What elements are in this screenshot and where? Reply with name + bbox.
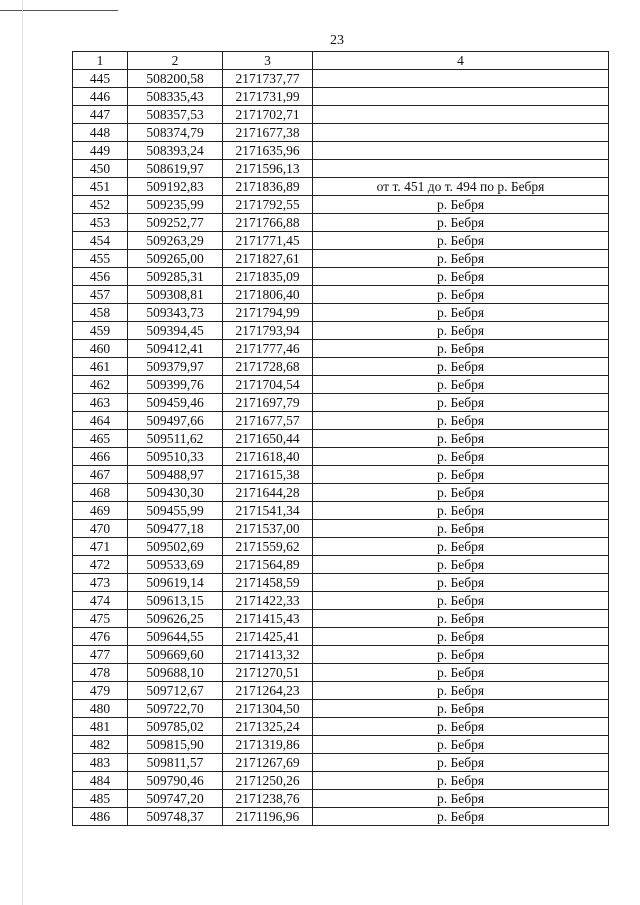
cell-x-coordinate: 509722,70 [128, 700, 223, 718]
table-row [73, 214, 609, 232]
cell-description: р. Бебря [313, 700, 609, 718]
cell-x-coordinate: 509477,18 [128, 520, 223, 538]
cell-x-coordinate: 508374,79 [128, 124, 223, 142]
cell-x-coordinate: 509785,02 [128, 718, 223, 736]
cell-description: р. Бебря [313, 304, 609, 322]
cell-point-number: 482 [73, 736, 128, 754]
cell-description: р. Бебря [313, 736, 609, 754]
cell-description: р. Бебря [313, 754, 609, 772]
cell-description [313, 88, 609, 106]
cell-point-number: 483 [73, 754, 128, 772]
cell-y-coordinate: 2171704,54 [223, 376, 313, 394]
cell-description: р. Бебря [313, 376, 609, 394]
table-row [73, 196, 609, 214]
table-row [73, 646, 609, 664]
cell-y-coordinate: 2171728,68 [223, 358, 313, 376]
cell-point-number: 467 [73, 466, 128, 484]
page-number: 23 [330, 33, 344, 48]
cell-point-number: 461 [73, 358, 128, 376]
cell-x-coordinate: 509394,45 [128, 322, 223, 340]
cell-x-coordinate: 509811,57 [128, 754, 223, 772]
cell-point-number: 481 [73, 718, 128, 736]
cell-y-coordinate: 2171737,77 [223, 70, 313, 88]
table-row [73, 682, 609, 700]
cell-description [313, 70, 609, 88]
table-row [73, 754, 609, 772]
cell-description: р. Бебря [313, 538, 609, 556]
cell-x-coordinate: 509790,46 [128, 772, 223, 790]
table-row [73, 610, 609, 628]
cell-point-number: 469 [73, 502, 128, 520]
cell-x-coordinate: 509192,83 [128, 178, 223, 196]
cell-y-coordinate: 2171806,40 [223, 286, 313, 304]
cell-point-number: 456 [73, 268, 128, 286]
table-row [73, 232, 609, 250]
cell-description: р. Бебря [313, 340, 609, 358]
table-row [73, 88, 609, 106]
cell-description: р. Бебря [313, 466, 609, 484]
table-row [73, 700, 609, 718]
cell-x-coordinate: 509488,97 [128, 466, 223, 484]
cell-x-coordinate: 509613,15 [128, 592, 223, 610]
table-row [73, 178, 609, 196]
cell-y-coordinate: 2171559,62 [223, 538, 313, 556]
cell-y-coordinate: 2171196,96 [223, 808, 313, 826]
cell-x-coordinate: 509533,69 [128, 556, 223, 574]
cell-x-coordinate: 509285,31 [128, 268, 223, 286]
table-row [73, 736, 609, 754]
cell-description: р. Бебря [313, 628, 609, 646]
cell-y-coordinate: 2171250,26 [223, 772, 313, 790]
cell-y-coordinate: 2171766,88 [223, 214, 313, 232]
cell-x-coordinate: 508393,24 [128, 142, 223, 160]
cell-description: р. Бебря [313, 772, 609, 790]
table-row [73, 250, 609, 268]
cell-x-coordinate: 509626,25 [128, 610, 223, 628]
cell-x-coordinate: 509747,20 [128, 790, 223, 808]
cell-x-coordinate: 509430,30 [128, 484, 223, 502]
table-row [73, 520, 609, 538]
cell-x-coordinate: 509235,99 [128, 196, 223, 214]
table-row [73, 160, 609, 178]
cell-y-coordinate: 2171836,89 [223, 178, 313, 196]
cell-y-coordinate: 2171270,51 [223, 664, 313, 682]
cell-point-number: 459 [73, 322, 128, 340]
cell-point-number: 448 [73, 124, 128, 142]
cell-point-number: 447 [73, 106, 128, 124]
cell-y-coordinate: 2171325,24 [223, 718, 313, 736]
scan-binding-shadow [22, 0, 23, 905]
cell-point-number: 478 [73, 664, 128, 682]
cell-description: р. Бебря [313, 394, 609, 412]
table-row [73, 538, 609, 556]
cell-point-number: 477 [73, 646, 128, 664]
cell-description: р. Бебря [313, 592, 609, 610]
cell-x-coordinate: 509688,10 [128, 664, 223, 682]
column-header-description: 4 [313, 52, 609, 70]
cell-point-number: 464 [73, 412, 128, 430]
cell-point-number: 484 [73, 772, 128, 790]
table-row [73, 502, 609, 520]
cell-point-number: 458 [73, 304, 128, 322]
cell-description: р. Бебря [313, 610, 609, 628]
table-row [73, 808, 609, 826]
cell-x-coordinate: 509412,41 [128, 340, 223, 358]
cell-point-number: 446 [73, 88, 128, 106]
cell-y-coordinate: 2171835,09 [223, 268, 313, 286]
cell-point-number: 486 [73, 808, 128, 826]
cell-y-coordinate: 2171537,00 [223, 520, 313, 538]
cell-x-coordinate: 508357,53 [128, 106, 223, 124]
cell-point-number: 468 [73, 484, 128, 502]
table-row [73, 556, 609, 574]
cell-y-coordinate: 2171238,76 [223, 790, 313, 808]
cell-x-coordinate: 509459,46 [128, 394, 223, 412]
cell-x-coordinate: 509379,97 [128, 358, 223, 376]
cell-point-number: 449 [73, 142, 128, 160]
cell-x-coordinate: 509308,81 [128, 286, 223, 304]
cell-point-number: 451 [73, 178, 128, 196]
cell-description: р. Бебря [313, 718, 609, 736]
cell-point-number: 476 [73, 628, 128, 646]
cell-y-coordinate: 2171618,40 [223, 448, 313, 466]
cell-description [313, 124, 609, 142]
cell-description [313, 106, 609, 124]
cell-point-number: 450 [73, 160, 128, 178]
table-row [73, 718, 609, 736]
cell-y-coordinate: 2171422,33 [223, 592, 313, 610]
table-row [73, 304, 609, 322]
cell-description: р. Бебря [313, 502, 609, 520]
cell-point-number: 470 [73, 520, 128, 538]
cell-description: р. Бебря [313, 808, 609, 826]
table-row [73, 394, 609, 412]
cell-point-number: 463 [73, 394, 128, 412]
cell-point-number: 457 [73, 286, 128, 304]
cell-point-number: 485 [73, 790, 128, 808]
cell-point-number: 455 [73, 250, 128, 268]
cell-description: р. Бебря [313, 484, 609, 502]
cell-y-coordinate: 2171777,46 [223, 340, 313, 358]
cell-y-coordinate: 2171264,23 [223, 682, 313, 700]
cell-y-coordinate: 2171541,34 [223, 502, 313, 520]
table-row [73, 484, 609, 502]
cell-point-number: 466 [73, 448, 128, 466]
cell-description: р. Бебря [313, 520, 609, 538]
table-row [73, 268, 609, 286]
cell-y-coordinate: 2171793,94 [223, 322, 313, 340]
cell-x-coordinate: 509263,29 [128, 232, 223, 250]
table-row [73, 412, 609, 430]
cell-description [313, 142, 609, 160]
cell-description: р. Бебря [313, 322, 609, 340]
cell-y-coordinate: 2171792,55 [223, 196, 313, 214]
cell-y-coordinate: 2171635,96 [223, 142, 313, 160]
column-header-x: 2 [128, 52, 223, 70]
cell-y-coordinate: 2171615,38 [223, 466, 313, 484]
cell-y-coordinate: 2171415,43 [223, 610, 313, 628]
table-row [73, 142, 609, 160]
cell-description: р. Бебря [313, 682, 609, 700]
cell-description: р. Бебря [313, 574, 609, 592]
cell-y-coordinate: 2171319,86 [223, 736, 313, 754]
cell-point-number: 462 [73, 376, 128, 394]
cell-x-coordinate: 508200,58 [128, 70, 223, 88]
cell-description: р. Бебря [313, 664, 609, 682]
table-row [73, 376, 609, 394]
cell-point-number: 473 [73, 574, 128, 592]
cell-description: р. Бебря [313, 430, 609, 448]
table-row [73, 286, 609, 304]
cell-x-coordinate: 509399,76 [128, 376, 223, 394]
cell-description [313, 160, 609, 178]
cell-x-coordinate: 509497,66 [128, 412, 223, 430]
cell-description: р. Бебря [313, 250, 609, 268]
cell-point-number: 471 [73, 538, 128, 556]
cell-description: от т. 451 до т. 494 по р. Бебря [313, 178, 609, 196]
cell-x-coordinate: 508335,43 [128, 88, 223, 106]
table-row [73, 340, 609, 358]
table-row [73, 664, 609, 682]
scan-edge-mark [0, 10, 118, 11]
table-row [73, 106, 609, 124]
table-row [73, 430, 609, 448]
cell-x-coordinate: 509510,33 [128, 448, 223, 466]
cell-y-coordinate: 2171413,32 [223, 646, 313, 664]
cell-description: р. Бебря [313, 232, 609, 250]
cell-description: р. Бебря [313, 790, 609, 808]
cell-point-number: 480 [73, 700, 128, 718]
table-row [73, 574, 609, 592]
cell-point-number: 475 [73, 610, 128, 628]
table-row [73, 466, 609, 484]
cell-y-coordinate: 2171644,28 [223, 484, 313, 502]
cell-y-coordinate: 2171650,44 [223, 430, 313, 448]
table-row [73, 124, 609, 142]
cell-description: р. Бебря [313, 286, 609, 304]
cell-point-number: 454 [73, 232, 128, 250]
cell-description: р. Бебря [313, 268, 609, 286]
coordinates-table [72, 51, 609, 826]
cell-y-coordinate: 2171702,71 [223, 106, 313, 124]
cell-description: р. Бебря [313, 412, 609, 430]
table-row [73, 322, 609, 340]
cell-y-coordinate: 2171458,59 [223, 574, 313, 592]
cell-description: р. Бебря [313, 556, 609, 574]
table-row [73, 628, 609, 646]
cell-x-coordinate: 509502,69 [128, 538, 223, 556]
cell-point-number: 472 [73, 556, 128, 574]
cell-x-coordinate: 509343,73 [128, 304, 223, 322]
cell-y-coordinate: 2171564,89 [223, 556, 313, 574]
cell-description: р. Бебря [313, 214, 609, 232]
cell-y-coordinate: 2171731,99 [223, 88, 313, 106]
cell-x-coordinate: 509815,90 [128, 736, 223, 754]
cell-point-number: 452 [73, 196, 128, 214]
table-row [73, 790, 609, 808]
cell-description: р. Бебря [313, 646, 609, 664]
cell-description: р. Бебря [313, 358, 609, 376]
cell-point-number: 474 [73, 592, 128, 610]
cell-y-coordinate: 2171771,45 [223, 232, 313, 250]
cell-y-coordinate: 2171677,57 [223, 412, 313, 430]
cell-x-coordinate: 508619,97 [128, 160, 223, 178]
cell-x-coordinate: 509748,37 [128, 808, 223, 826]
cell-point-number: 445 [73, 70, 128, 88]
cell-description: р. Бебря [313, 196, 609, 214]
column-header-point-number: 1 [73, 52, 128, 70]
cell-x-coordinate: 509619,14 [128, 574, 223, 592]
cell-description: р. Бебря [313, 448, 609, 466]
cell-y-coordinate: 2171827,61 [223, 250, 313, 268]
cell-point-number: 453 [73, 214, 128, 232]
cell-x-coordinate: 509252,77 [128, 214, 223, 232]
cell-y-coordinate: 2171794,99 [223, 304, 313, 322]
cell-x-coordinate: 509455,99 [128, 502, 223, 520]
table-row [73, 592, 609, 610]
cell-y-coordinate: 2171596,13 [223, 160, 313, 178]
cell-x-coordinate: 509644,55 [128, 628, 223, 646]
table-row [73, 448, 609, 466]
cell-y-coordinate: 2171267,69 [223, 754, 313, 772]
cell-x-coordinate: 509265,00 [128, 250, 223, 268]
cell-y-coordinate: 2171677,38 [223, 124, 313, 142]
table-row [73, 772, 609, 790]
cell-x-coordinate: 509669,60 [128, 646, 223, 664]
cell-y-coordinate: 2171697,79 [223, 394, 313, 412]
table-row [73, 70, 609, 88]
cell-y-coordinate: 2171304,50 [223, 700, 313, 718]
cell-y-coordinate: 2171425,41 [223, 628, 313, 646]
cell-x-coordinate: 509511,62 [128, 430, 223, 448]
cell-x-coordinate: 509712,67 [128, 682, 223, 700]
cell-point-number: 460 [73, 340, 128, 358]
cell-point-number: 479 [73, 682, 128, 700]
table-body [73, 70, 609, 826]
table-row [73, 358, 609, 376]
column-header-y: 3 [223, 52, 313, 70]
table-header-row [73, 52, 609, 70]
cell-point-number: 465 [73, 430, 128, 448]
